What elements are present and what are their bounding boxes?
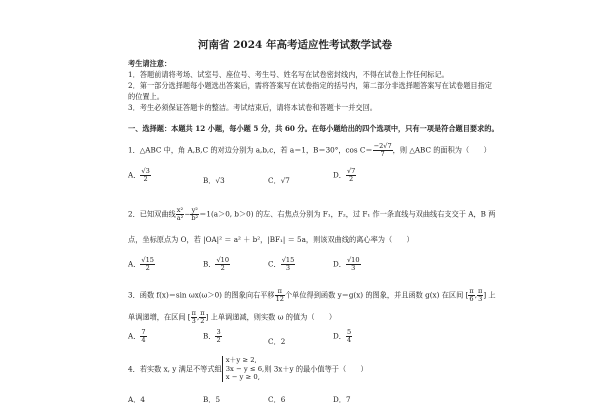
note-line: 的位置上。 [128,92,164,101]
question-text: ，则 △ABC 的面积为（ ） [392,145,491,155]
option-b: B． $\frac{3}{2}$ [203,328,221,344]
fraction: $\frac{-2√7}{7}$ [373,142,392,158]
question-text: 点，坐标原点为 O，若 |OA|² ＝ a² ＋ b²，|BF₁| ＝ 5a，则该双曲线的离心率为（ ） [128,235,414,244]
option-d: D． $\frac{√10}{3}$ [333,256,360,272]
notes-heading: 考生请注意： [128,59,172,68]
page-title: 河南省 2024 年高考适应性考试数学试卷 [197,39,393,51]
option-c: C．√7 [268,176,290,185]
option-a: A． $\frac{7}{4}$ [128,328,146,344]
question-text: 单调递增，在区间 [ $\frac{\pi}{3}$ , $\frac{\pi}{2}$ ] 上单调递减，则实数 ω 的值为（ ） [128,309,337,325]
option-c: C． $\frac{√15}{3}$ [268,256,295,272]
option-a: A． $\frac{√15}{2}$ [128,256,154,272]
question-3: 3．函数 f(x)＝sin ωx(ω＞0) 的图象向右平移 $\frac{\pi}{12}$ 个单位得到函数 y＝g(x) 的图象，并且函数 g(x) 在区间 [ $\frac{\pi}{6}$ , $\frac{\pi}{3}$ ] 上 [128,287,496,303]
option-d: D． $\frac{√7}{2}$ [333,167,356,183]
option-c: C．2 [268,337,286,346]
option-a: A． $\frac{√3}{2}$ [128,167,150,183]
option-b: B．5 [203,395,221,404]
note-line: 1．答题前请将考场、试室号、座位号、考生号、姓名写在试卷密封线内，不得在试卷上作任何标记。 [128,70,449,79]
option-c: C．6 [268,395,286,404]
option-b: B． $\frac{√10}{2}$ [203,256,230,272]
section-heading: 一、选择题：本题共 12 小题，每小题 5 分，共 60 分。在每小题给出的四个选项中，只有一项是符合题目要求的。 [128,124,499,133]
option-b: B．√3 [203,176,225,185]
option-a: A．4 [128,395,145,404]
option-d: D．7 [333,395,351,404]
note-line: 2．第一部分选择题每小题选出答案后，需将答案写在试卷指定的括号内，第二部分非选择题答案写在试卷题目指定 [128,81,492,90]
note-line: 3．考生必须保证答题卡的整洁。考试结束后，请将本试卷和答题卡一并交回。 [128,103,377,112]
inequality-system: x＋y ≥ 2, 3x − y ≤ 6, x − y ≥ 0, [222,356,265,382]
question-4: 4．若实数 x, y 满足不等式组 x＋y ≥ 2, 3x − y ≤ 6, x − y ≥ 0, 则 3x＋y 的最小值等于（ ） [128,356,368,381]
question-2: 2．已知双曲线 $\frac{\text{x²}}{\text{a²}}$ − $\frac{\text{y²}}{\text{b²}}$ ＝1(a＞0, b＞0) 的左、右焦点分别为 F₁，F₂，过 F₁ 作一条直线与双曲线右支交于 A，B 两 [128,206,496,222]
option-d: D． $\frac{5}{4}$ [333,328,352,344]
question-1 [128,143,491,158]
question-text: 1．△ABC 中，角 A,B,C 的对边分别为 a,b,c，若 a＝1，B＝30°，cos C＝ [128,145,373,155]
